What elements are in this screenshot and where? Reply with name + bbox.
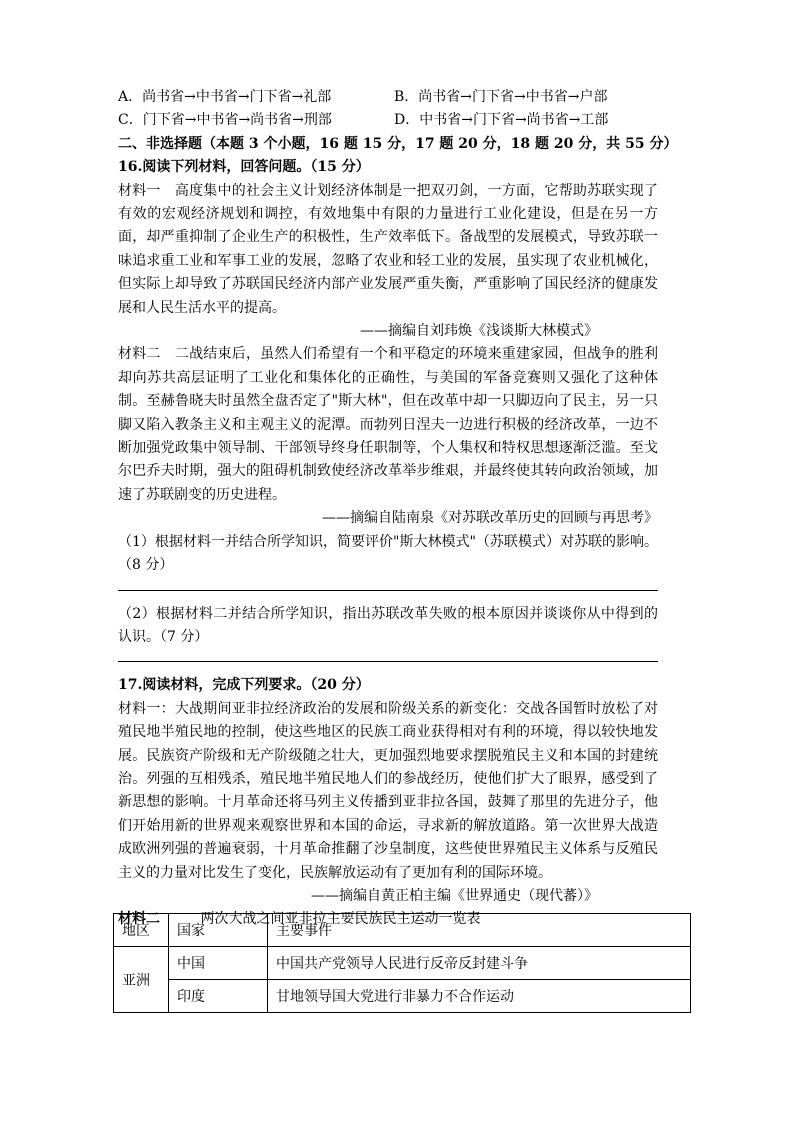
q17-material-1: 材料一：大战期间亚非拉经济政治的发展和阶级关系的新变化：交战各国暂时放松了对殖民地半殖民地的控制，使这些地区的民族工商业获得相对有利的环境，得以较快地发展。民族资产阶级和无产阶级随之壮大，更加强烈地要求摆脱殖民主义和本国的封建统治。列强的互相残杀，殖民地半殖民地人们的参战经历，使他们扩大了眼界，感受到了新思想的影响。十月革命还将马列主义传播到亚非拉各国，鼓舞了那里的先进分子，他们开始用新的世界观来观察世界和本国的命运，寻求新的解放道路。第一次世界大战造成欧洲列强的普遍衰弱，十月革命推翻了沙皇制度，这些使世界殖民主义体系与反殖民主义的力量对比发生了变化，民族解放运动有了更加有利的国际环境。: [118, 700, 658, 881]
movements-table: [113, 913, 691, 1013]
option-a: A．尚书省→中书省→门下省→礼部: [118, 89, 332, 105]
q16-sub-question-1: （1）根据材料一并结合所学知识，简要评价"斯大林模式"（苏联模式）对苏联的影响。（8 分）: [118, 533, 658, 574]
country-cell: 中国: [169, 947, 268, 980]
event-cell: 甘地领导国大党进行非暴力不合作运动: [268, 980, 691, 1013]
exam-page: [118, 86, 678, 932]
region-cell: 亚洲: [114, 947, 169, 1013]
q16-material-1: 材料一 高度集中的社会主义计划经济体制是一把双刃剑，一方面，它帮助苏联实现了有效的宏观经济规划和调控，有效地集中有限的力量进行工业化建设，但是在另一方面，却严重抑制了企业生产的积极性，生产效率低下。备战型的发展模式，导致苏联一味追求重工业和军事工业的发展，忽略了农业和轻工业的发展，虽实现了农业机械化，但实际上却导致了苏联国民经济内部产业发展严重失衡，严重影响了国民经济的健康发展和人民生活水平的提高。: [118, 182, 658, 316]
table-row: [114, 980, 691, 1013]
table-row: [114, 947, 691, 980]
answer-line-1[interactable]: [118, 590, 658, 591]
q17-table-caption: 两次大战之间亚非拉主要民族民主运动一览表: [200, 911, 481, 928]
q16-title: 16.阅读下列材料，回答问题。（15 分）: [118, 159, 370, 176]
header-event: 主要事件: [268, 914, 691, 947]
header-region: 地区: [114, 914, 169, 947]
q17-title: 17.阅读材料，完成下列要求。（20 分）: [118, 677, 370, 694]
q16-material-2-source: ——摘编自陆南泉《对苏联改革历史的回顾与再思考》: [322, 510, 658, 527]
q17-material-1-source: ——摘编自黄正柏主编《世界通史（现代蕃）》: [311, 887, 598, 904]
options-row-1: [118, 86, 658, 109]
country-cell: 印度: [169, 980, 268, 1013]
q17-material-2-label: 材料二: [118, 911, 160, 928]
section-heading: 二、非选择题（本题 3 个小题，16 题 15 分，17 题 20 分，18 题 20 分，共 55 分）: [118, 135, 678, 152]
option-b: B．尚书省→门下省→中书省→户部: [394, 89, 608, 105]
option-c: C．门下省→中书省→尚书省→刑部: [118, 112, 332, 129]
answer-line-2[interactable]: [118, 661, 658, 662]
q16-material-1-source: ——摘编自刘玮焕《浅谈斯大林模式》: [360, 323, 598, 340]
q16-sub-question-2: （2）根据材料二并结合所学知识，指出苏联改革失败的根本原因并谈谈你从中得到的认识。（7 分）: [118, 605, 658, 645]
options-row-2: [118, 109, 658, 132]
event-cell: 中国共产党领导人民进行反帝反封建斗争: [268, 947, 691, 980]
table-header-row: [114, 914, 691, 947]
q16-material-2: 材料二 二战结束后，虽然人们希望有一个和平稳定的环境来重建家园，但战争的胜利却向苏共高层证明了工业化和集体化的正确性，与美国的军备竞赛则又强化了这种体制。至赫鲁晓夫时虽然全盘否定了"斯大林"，但在改革中却一只脚迈向了民主，另一只脚又陷入教条主义和主观主义的泥潭。而勃列日涅夫一边进行积极的经济改革，一边不断加强党政集中领导制、干部领导终身任职制等，个人集权和特权思想逐渐泛滥。至戈尔巴乔夫时期，强大的阻碍机制致使经济改革举步维艰，并最终使其转向政治领域，加速了苏联剧变的历史进程。: [118, 346, 658, 503]
option-d: D．中书省→门下省→尚书省→工部: [394, 112, 609, 129]
header-country: 国家: [169, 914, 268, 947]
